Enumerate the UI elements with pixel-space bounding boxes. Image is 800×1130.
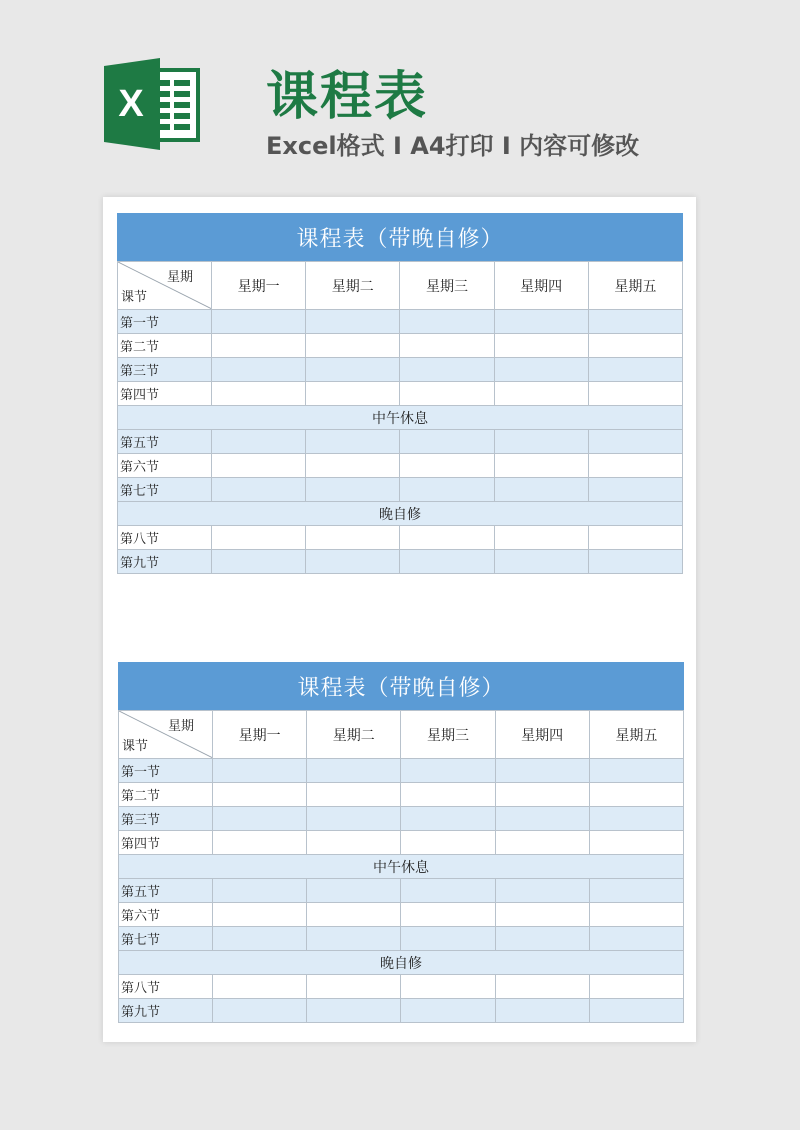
schedule-cell[interactable] [306, 478, 400, 502]
corner-cell [118, 262, 212, 310]
schedule-cell[interactable] [494, 526, 588, 550]
schedule-cell[interactable] [495, 783, 589, 807]
period-label: 第七节 [119, 927, 213, 951]
day-header: 星期二 [307, 711, 401, 759]
break-label: 中午休息 [118, 406, 683, 430]
break-row [118, 406, 683, 430]
corner-label-day: 星期 [166, 270, 193, 285]
schedule-cell[interactable] [588, 430, 682, 454]
break-row [119, 855, 684, 879]
period-row [118, 358, 683, 382]
schedule-cell[interactable] [401, 903, 495, 927]
period-row [119, 783, 684, 807]
period-row [118, 526, 683, 550]
schedule-cell[interactable] [213, 927, 307, 951]
period-label: 第八节 [118, 526, 212, 550]
period-row [119, 879, 684, 903]
period-label: 第三节 [119, 807, 213, 831]
schedule-cell[interactable] [212, 430, 306, 454]
schedule-cell[interactable] [307, 759, 401, 783]
period-row [119, 831, 684, 855]
schedule-cell[interactable] [401, 807, 495, 831]
period-row [119, 975, 684, 999]
schedule-cell[interactable] [307, 903, 401, 927]
period-row [119, 807, 684, 831]
break-label: 晚自修 [118, 502, 683, 526]
schedule-cell[interactable] [401, 783, 495, 807]
schedule-cell[interactable] [589, 783, 683, 807]
schedule-cell[interactable] [212, 382, 306, 406]
period-row [119, 927, 684, 951]
schedule-cell[interactable] [213, 999, 307, 1023]
day-header: 星期一 [213, 711, 307, 759]
period-row [119, 759, 684, 783]
schedule-cell[interactable] [495, 927, 589, 951]
period-label: 第一节 [118, 310, 212, 334]
period-label: 第六节 [119, 903, 213, 927]
break-row [119, 951, 684, 975]
day-header: 星期三 [401, 711, 495, 759]
schedule-cell[interactable] [588, 478, 682, 502]
schedule-cell[interactable] [494, 478, 588, 502]
period-label: 第九节 [119, 999, 213, 1023]
document-page [103, 197, 696, 1042]
period-label: 第五节 [118, 430, 212, 454]
schedule-cell[interactable] [213, 975, 307, 999]
page-subtitle: Excel格式 I A4打印 I 内容可修改 [266, 132, 640, 160]
period-label: 第五节 [119, 879, 213, 903]
schedule-cell[interactable] [307, 783, 401, 807]
period-label: 第四节 [118, 382, 212, 406]
schedule-cell[interactable] [212, 310, 306, 334]
schedule-cell[interactable] [494, 382, 588, 406]
schedule-cell[interactable] [401, 879, 495, 903]
schedule-cell[interactable] [495, 807, 589, 831]
timetable-grid [118, 710, 684, 1023]
period-row [119, 903, 684, 927]
corner-label-period: 课节 [122, 739, 149, 754]
schedule-cell[interactable] [588, 526, 682, 550]
schedule-cell[interactable] [494, 550, 588, 574]
header-row [118, 262, 683, 310]
schedule-cell[interactable] [494, 430, 588, 454]
day-header: 星期五 [589, 711, 683, 759]
schedule-cell[interactable] [589, 999, 683, 1023]
day-header: 星期五 [588, 262, 682, 310]
break-row [118, 502, 683, 526]
schedule-cell[interactable] [306, 430, 400, 454]
schedule-cell[interactable] [494, 310, 588, 334]
sheet-title: 课程表（带晚自修） [117, 213, 683, 261]
schedule-cell[interactable] [307, 831, 401, 855]
schedule-cell[interactable] [306, 454, 400, 478]
period-label: 第八节 [119, 975, 213, 999]
day-header: 星期一 [212, 262, 306, 310]
schedule-cell[interactable] [494, 334, 588, 358]
schedule-cell[interactable] [213, 783, 307, 807]
page-title: 课程表 [266, 67, 429, 127]
period-label: 第三节 [118, 358, 212, 382]
schedule-cell[interactable] [307, 975, 401, 999]
day-header: 星期二 [306, 262, 400, 310]
break-label: 晚自修 [119, 951, 684, 975]
day-header: 星期四 [495, 711, 589, 759]
corner-label-day: 星期 [167, 719, 194, 734]
schedule-cell[interactable] [400, 430, 494, 454]
day-header: 星期四 [494, 262, 588, 310]
schedule-cell[interactable] [400, 382, 494, 406]
period-row [118, 310, 683, 334]
period-row [118, 550, 683, 574]
schedule-cell[interactable] [400, 310, 494, 334]
corner-cell [119, 711, 213, 759]
period-row [118, 430, 683, 454]
schedule-cell[interactable] [494, 454, 588, 478]
schedule-cell[interactable] [400, 478, 494, 502]
schedule-cell[interactable] [494, 358, 588, 382]
period-label: 第九节 [118, 550, 212, 574]
schedule-cell[interactable] [306, 358, 400, 382]
schedule-cell[interactable] [495, 831, 589, 855]
timetable-sheet-2 [118, 662, 684, 1023]
schedule-cell[interactable] [307, 927, 401, 951]
period-row [118, 334, 683, 358]
schedule-cell[interactable] [212, 358, 306, 382]
schedule-cell[interactable] [589, 927, 683, 951]
break-label: 中午休息 [119, 855, 684, 879]
schedule-cell[interactable] [588, 358, 682, 382]
schedule-cell[interactable] [589, 807, 683, 831]
schedule-cell[interactable] [306, 334, 400, 358]
schedule-cell[interactable] [306, 526, 400, 550]
schedule-cell[interactable] [213, 807, 307, 831]
period-row [119, 999, 684, 1023]
sheet-title: 课程表（带晚自修） [118, 662, 684, 710]
schedule-cell[interactable] [306, 382, 400, 406]
schedule-cell[interactable] [588, 454, 682, 478]
schedule-cell[interactable] [495, 759, 589, 783]
schedule-cell[interactable] [213, 903, 307, 927]
schedule-cell[interactable] [401, 759, 495, 783]
schedule-cell[interactable] [306, 550, 400, 574]
period-row [118, 382, 683, 406]
schedule-cell[interactable] [589, 975, 683, 999]
schedule-cell[interactable] [213, 879, 307, 903]
header-row [119, 711, 684, 759]
schedule-cell[interactable] [307, 999, 401, 1023]
schedule-cell[interactable] [212, 526, 306, 550]
schedule-cell[interactable] [400, 358, 494, 382]
schedule-cell[interactable] [401, 927, 495, 951]
schedule-cell[interactable] [588, 310, 682, 334]
timetable-sheet-1 [117, 213, 683, 574]
logo-letter: X [118, 83, 144, 125]
schedule-cell[interactable] [400, 454, 494, 478]
schedule-cell[interactable] [212, 334, 306, 358]
schedule-cell[interactable] [212, 454, 306, 478]
schedule-cell[interactable] [400, 334, 494, 358]
schedule-cell[interactable] [589, 831, 683, 855]
schedule-cell[interactable] [495, 999, 589, 1023]
schedule-cell[interactable] [401, 975, 495, 999]
schedule-cell[interactable] [495, 975, 589, 999]
schedule-cell[interactable] [212, 550, 306, 574]
period-row [118, 478, 683, 502]
period-label: 第四节 [119, 831, 213, 855]
schedule-cell[interactable] [588, 550, 682, 574]
schedule-cell[interactable] [495, 903, 589, 927]
period-row [118, 454, 683, 478]
schedule-cell[interactable] [589, 759, 683, 783]
schedule-cell[interactable] [400, 526, 494, 550]
period-label: 第一节 [119, 759, 213, 783]
schedule-cell[interactable] [588, 334, 682, 358]
schedule-cell[interactable] [401, 999, 495, 1023]
schedule-cell[interactable] [212, 478, 306, 502]
period-label: 第六节 [118, 454, 212, 478]
period-label: 第二节 [119, 783, 213, 807]
schedule-cell[interactable] [400, 550, 494, 574]
timetable-grid [117, 261, 683, 574]
period-label: 第二节 [118, 334, 212, 358]
excel-logo-icon [104, 58, 202, 150]
schedule-cell[interactable] [307, 879, 401, 903]
schedule-cell[interactable] [401, 831, 495, 855]
schedule-cell[interactable] [213, 759, 307, 783]
corner-label-period: 课节 [121, 290, 148, 305]
schedule-cell[interactable] [213, 831, 307, 855]
schedule-cell[interactable] [495, 879, 589, 903]
day-header: 星期三 [400, 262, 494, 310]
schedule-cell[interactable] [589, 879, 683, 903]
schedule-cell[interactable] [307, 807, 401, 831]
schedule-cell[interactable] [589, 903, 683, 927]
schedule-cell[interactable] [588, 382, 682, 406]
period-label: 第七节 [118, 478, 212, 502]
schedule-cell[interactable] [306, 310, 400, 334]
